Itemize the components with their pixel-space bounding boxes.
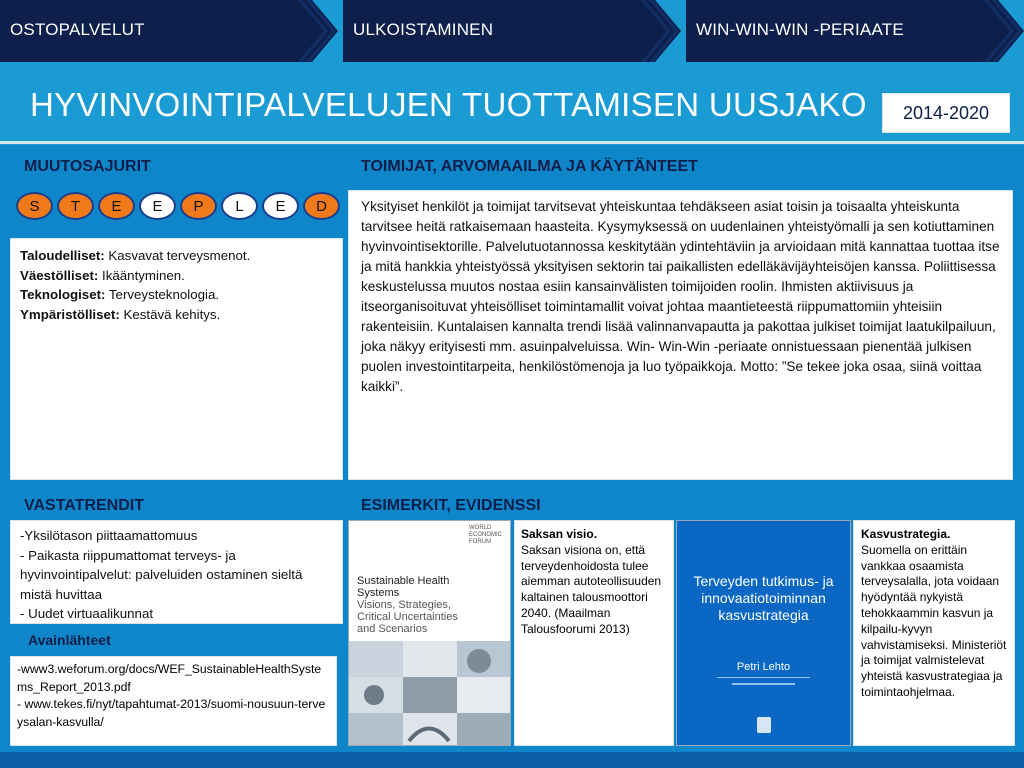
example-text: Suomella on erittäin vankkaa osaamista terveysalalla, jota voidaan hyödyntää nykyistä tehokkaammin kasvun ja kilpailu-kyvyn vahvistamiseksi. Ministeriöt ja toimijat valmistelevat yhteistä kasvustrategiaa ja toimintaohjelmaa. bbox=[861, 542, 1007, 699]
steepled-circles bbox=[16, 192, 340, 220]
vastatrendi-item: - Uudet virtuaalikunnat bbox=[20, 606, 154, 622]
nav-item-label: OSTOPALVELUT bbox=[10, 20, 145, 39]
year-badge: 2014-2020 bbox=[882, 93, 1010, 133]
nav-item-label: WIN-WIN-WIN -PERIAATE bbox=[696, 20, 904, 39]
nav-item-ulkoistaminen[interactable] bbox=[343, 0, 681, 62]
steepled-letter: T bbox=[57, 192, 94, 220]
wef-cover-illustration bbox=[349, 621, 511, 746]
source-link[interactable]: -www3.weforum.org/docs/WEF_SustainableHealthSystems_Report_2013.pdf bbox=[17, 662, 322, 694]
esimerkit-heading: ESIMERKIT, EVIDENSSI bbox=[361, 497, 541, 514]
driver-row: Väestölliset: Ikääntyminen. bbox=[20, 267, 185, 283]
muutosajurit-heading: MUUTOSAJURIT bbox=[24, 158, 151, 175]
vastatrendi-item: -Yksilötason piittaamattomuus bbox=[20, 528, 198, 543]
driver-row: Ympäristölliset: Kestävä kehitys. bbox=[20, 306, 221, 322]
example-title: Saksan visio. bbox=[521, 527, 598, 541]
example-text: Saksan visiona on, että terveydenhoidosta tulee aiemman autoteollisuuden kaltainen talousmoottori 2040. (Maailman Talousfoorumi 2013) bbox=[521, 542, 662, 636]
bottom-strip bbox=[0, 752, 1024, 768]
wef-logo: WORLD ECONOMIC FORUM bbox=[469, 525, 502, 545]
example-saksa-panel bbox=[514, 520, 674, 746]
example-title: Kasvustrategia. bbox=[861, 527, 951, 541]
kasvustrategia-author: Petri Lehto bbox=[736, 661, 791, 673]
steepled-letter: P bbox=[180, 192, 217, 220]
steepled-letter: E bbox=[98, 192, 135, 220]
page-title: HYVINVOINTIPALVELUJEN TUOTTAMISEN UUSJAKO bbox=[30, 86, 867, 123]
nav-item-label: ULKOISTAMINEN bbox=[353, 20, 494, 39]
title-band bbox=[0, 62, 1024, 144]
steepled-letter: S bbox=[16, 192, 53, 220]
wef-report-cover-image bbox=[348, 520, 511, 746]
vastatrendi-item: - Paikasta riippumattomat terveys- ja hyvinvointipalvelut: palveluiden ostaminen sieltä mistä huvittaa bbox=[20, 547, 303, 602]
toimijat-heading: TOIMIJAT, ARVOMAAILMA JA KÄYTÄNTEET bbox=[361, 158, 698, 175]
wef-report-title: Sustainable Health Systems Visions, Strategies, Critical Uncertainties and Scenarios bbox=[357, 575, 458, 635]
driver-row: Taloudelliset: Kasvavat terveysmenot. bbox=[20, 248, 251, 263]
kasvustrategia-cover-image bbox=[676, 520, 851, 746]
toimijat-text: Yksityiset henkilöt ja toimijat tarvitsevat yhteiskuntaa tehdäkseen asiat toisin ja toisaalta yhteiskunta tarvitsee heitä ratkaisemaan haasteita. Kysymyksessä on uudenlainen yhteistyömalli ja sen kotiuttaminen hyvinvointisektorille. Palvelutuotannossa keskitytään ydintehtäviin ja arvioidaan mitä kannattaa tuottaa itse ja mitä hankkia yhteistyössä yksityisen sektorin tai paikallisten edelläkävijäyhteisöjen kanssa. Poliittisessa keskustelussa muutos nostaa esiin kansainvälisten toimijoiden roolin. Ihmisten aktiivisuus ja itseorganisoituvat yhteisölliset toimintamallit voivat johtaa maantieteestä riippumattomiin yhteisiin rakenteisiin. Kuntalaisen kannalta trendi lisää valinnanvapautta ja pakottaa julkiset toimijat laatukilpailuun, joka näkyy erityisesti mm. asuinpalveluissa. Win- Win-Win -periaate onnistuessaan pienentää julkisen puolen investointitarpeita, henkilöstömenoja ja luo työpaikkoja. Motto: ”Se tekee joka osaa, siinä voittaa kaikki”. bbox=[361, 199, 1000, 394]
toimijat-panel bbox=[348, 190, 1013, 480]
kasvustrategia-cover-title: Terveyden tutkimus- ja innovaatiotoiminnan kasvustrategia bbox=[693, 573, 834, 623]
example-kasvustrategia-panel bbox=[853, 520, 1015, 746]
source-link[interactable]: - www.tekes.fi/nyt/tapahtumat-2013/suomi-nousuun-terveysalan-kasvulla/ bbox=[17, 697, 326, 729]
steepled-letter: L bbox=[221, 192, 258, 220]
nav-item-win-win-win[interactable] bbox=[686, 0, 1024, 62]
nav-item-ostopalvelut[interactable] bbox=[0, 0, 338, 62]
avainlahteet-heading: Avainlähteet bbox=[28, 632, 111, 648]
vastatrendit-heading: VASTATRENDIT bbox=[24, 497, 144, 514]
top-navigation bbox=[0, 0, 1024, 62]
muutosajurit-panel bbox=[10, 238, 343, 480]
steepled-letter: E bbox=[139, 192, 176, 220]
avainlahteet-panel bbox=[10, 656, 337, 746]
ministry-emblem-icon bbox=[757, 717, 771, 733]
driver-row: Teknologiset: Terveysteknologia. bbox=[20, 287, 220, 303]
steepled-letter: D bbox=[303, 192, 340, 220]
steepled-letter: E bbox=[262, 192, 299, 220]
vastatrendit-panel bbox=[10, 520, 343, 624]
